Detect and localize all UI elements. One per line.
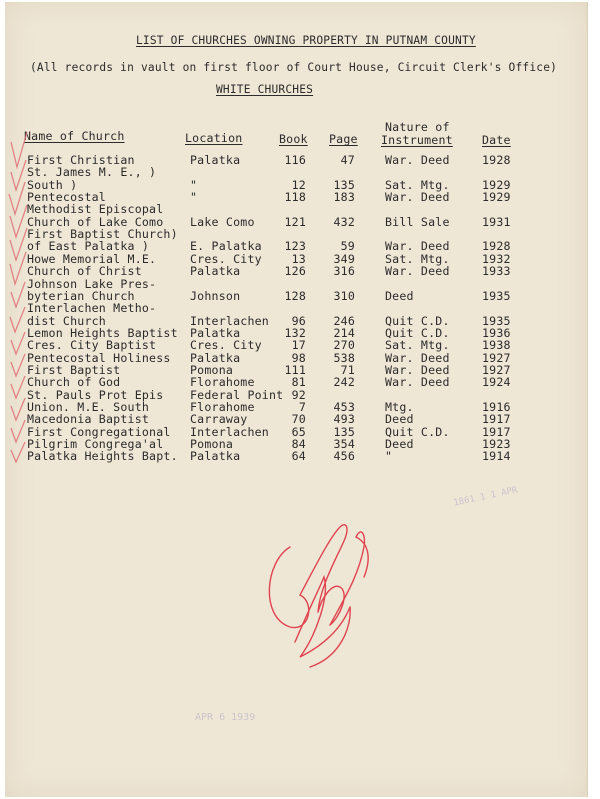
cell-name: of East Palatka ): [27, 239, 150, 254]
cell-instrument: Deed: [385, 437, 414, 452]
cell-name: Macedonia Baptist: [27, 412, 150, 427]
header-location: Location: [185, 131, 243, 145]
cell-location: Pomona: [190, 437, 234, 452]
cell-book: 7: [298, 400, 306, 414]
cell-date: 1914: [482, 449, 511, 464]
cell-instrument: Sat. Mtg.: [385, 338, 450, 353]
cell-page: 453: [333, 400, 355, 414]
table-row: [5, 426, 600, 438]
cell-book: 81: [291, 375, 306, 390]
table-row: [5, 253, 600, 265]
cell-book: 96: [291, 313, 306, 328]
cell-date: 1931: [482, 214, 511, 229]
cell-date: 1928: [482, 239, 511, 254]
cell-date: 1927: [482, 350, 511, 365]
cell-instrument: War. Deed: [385, 375, 450, 390]
cell-page: 432: [333, 214, 355, 229]
cell-name: St. Pauls Prot Epis: [27, 387, 164, 402]
cell-book: 70: [291, 412, 306, 427]
cell-date: 1938: [482, 338, 511, 353]
cell-instrument: ": [385, 449, 393, 464]
cell-date: 1927: [482, 362, 511, 377]
cell-page: 183: [333, 190, 355, 205]
table-row: [5, 389, 600, 401]
header-instrument-line2: Instrument: [381, 133, 453, 147]
header-name: Name of Church: [24, 129, 125, 143]
cell-name: South ): [27, 177, 78, 192]
cell-instrument: War. Deed: [385, 264, 450, 279]
section-heading: WHITE CHURCHES: [216, 83, 314, 96]
cell-instrument: Quit C.D.: [385, 325, 450, 340]
header-book: Book: [279, 132, 308, 146]
cell-location: ": [190, 177, 198, 192]
cell-location: Palatka: [190, 153, 241, 167]
cell-name: Howe Memorial M.E.: [27, 251, 157, 266]
cell-location: Pomona: [190, 362, 234, 377]
cell-book: 13: [291, 251, 306, 266]
cell-page: 59: [340, 239, 355, 254]
cell-name: First Baptist Church): [27, 227, 178, 242]
cell-book: 121: [284, 214, 306, 229]
cell-name: Palatka Heights Bapt.: [27, 449, 178, 464]
cell-page: 135: [333, 177, 355, 192]
cell-book: 132: [284, 325, 306, 340]
cell-location: Interlachen: [190, 313, 269, 328]
table-row: [5, 203, 600, 215]
cell-name: First Congregational: [27, 424, 171, 439]
cell-date: 1935: [482, 313, 511, 328]
table-row: [5, 401, 600, 413]
cell-page: 246: [333, 313, 355, 328]
table-row: [5, 265, 600, 277]
cell-page: 135: [333, 424, 355, 439]
cell-page: 316: [333, 264, 355, 279]
table-row: [5, 364, 600, 376]
cell-name: Church of Lake Como: [27, 214, 164, 229]
cell-name: Pilgrim Congrega'al: [27, 437, 164, 452]
cell-book: 84: [291, 437, 306, 452]
cell-instrument: Sat. Mtg.: [385, 251, 450, 266]
cell-instrument: War. Deed: [385, 190, 450, 205]
table-row: [5, 166, 600, 178]
cell-date: 1923: [482, 437, 511, 452]
cell-page: 214: [333, 325, 355, 340]
cell-location: Florahome: [190, 375, 255, 390]
table-row: [5, 376, 600, 388]
paper-sheet: [5, 2, 588, 797]
table-row: [5, 315, 600, 327]
cell-page: 242: [333, 375, 355, 390]
cell-instrument: War. Deed: [385, 153, 450, 167]
cell-page: 270: [333, 338, 355, 353]
cell-name: St. James M. E., ): [27, 165, 157, 180]
header-date: Date: [482, 133, 511, 147]
cell-instrument: Deed: [385, 412, 414, 427]
cell-book: 123: [284, 239, 306, 254]
table-row: [5, 278, 600, 290]
cell-instrument: Bill Sale: [385, 214, 450, 229]
cell-location: Carraway: [190, 412, 248, 427]
cell-book: 118: [284, 190, 306, 205]
cell-location: Palatka: [190, 449, 241, 464]
cell-book: 126: [284, 264, 306, 279]
cell-location: Cres. City: [190, 338, 262, 353]
cell-name: Methodist Episcopal: [27, 202, 164, 217]
cell-book: 116: [284, 153, 306, 167]
cell-location: Lake Como: [190, 214, 255, 229]
table-row: [5, 290, 600, 302]
cell-date: 1936: [482, 325, 511, 340]
cell-date: 1935: [482, 288, 511, 303]
cell-location: E. Palatka: [190, 239, 262, 254]
cell-book: 98: [291, 350, 306, 365]
cell-location: Palatka: [190, 264, 241, 279]
cell-instrument: Deed: [385, 288, 414, 303]
cell-location: Federal Point: [190, 387, 284, 402]
cell-date: 1917: [482, 424, 511, 439]
table-row: [5, 302, 600, 314]
header-instrument-line1: Nature of: [385, 120, 450, 134]
table-row: [5, 179, 600, 191]
cell-location: Johnson: [190, 288, 241, 303]
cell-page: 493: [333, 412, 355, 427]
table-row: [5, 191, 600, 203]
cell-page: 456: [333, 449, 355, 464]
cell-instrument: War. Deed: [385, 350, 450, 365]
cell-name: dist Church: [27, 313, 106, 328]
cell-location: Palatka: [190, 350, 241, 365]
cell-location: Cres. City: [190, 251, 262, 266]
cell-location: Interlachen: [190, 424, 269, 439]
cell-name: Cres. City Baptist: [27, 338, 157, 353]
table-row: [5, 154, 600, 166]
cell-name: Interlachen Metho-: [27, 301, 157, 316]
cell-instrument: Mtg.: [385, 400, 414, 414]
cell-page: 310: [333, 288, 355, 303]
cell-name: Johnson Lake Pres-: [27, 276, 157, 291]
cell-page: 71: [340, 362, 355, 377]
cell-page: 47: [340, 153, 355, 167]
cell-book: 64: [291, 449, 306, 464]
table-row: [5, 413, 600, 425]
cell-name: byterian Church: [27, 288, 135, 303]
cell-instrument: Quit C.D.: [385, 424, 450, 439]
apr-stamp: APR 6 1939: [195, 712, 256, 723]
cell-location: Florahome: [190, 400, 255, 414]
cell-name: Pentecostal: [27, 190, 106, 205]
cell-location: ": [190, 190, 198, 205]
table-row: [5, 352, 600, 364]
document-title: LIST OF CHURCHES OWNING PROPERTY IN PUTNAM COUNTY: [136, 34, 476, 47]
cell-book: 92: [291, 387, 306, 402]
cell-name: Lemon Heights Baptist: [27, 325, 178, 340]
cell-page: 349: [333, 251, 355, 266]
cell-date: 1924: [482, 375, 511, 390]
cell-name: First Baptist: [27, 362, 121, 377]
handwritten-signature: [260, 507, 380, 672]
cell-book: 65: [291, 424, 306, 439]
table-row: [5, 216, 600, 228]
cell-instrument: War. Deed: [385, 239, 450, 254]
check-marks: [5, 2, 65, 472]
table-row: [5, 327, 600, 339]
cell-date: 1928: [482, 153, 511, 167]
header-page: Page: [329, 132, 358, 146]
cell-name: Church of Christ: [27, 264, 142, 279]
cell-name: First Christian: [27, 153, 135, 167]
table-row: [5, 339, 600, 351]
table-row: [5, 228, 600, 240]
cell-name: Pentecostal Holiness: [27, 350, 171, 365]
cell-book: 17: [291, 338, 306, 353]
cell-date: 1929: [482, 177, 511, 192]
cell-date: 1933: [482, 264, 511, 279]
cell-date: 1917: [482, 412, 511, 427]
cell-book: 111: [284, 362, 306, 377]
received-stamp: 1861 1 1 APR: [452, 485, 519, 509]
table-row: [5, 240, 600, 252]
cell-location: Palatka: [190, 325, 241, 340]
cell-name: Church of God: [27, 375, 121, 390]
document-subtitle: (All records in vault on first floor of Court House, Circuit Clerk's Office): [30, 61, 558, 74]
cell-book: 128: [284, 288, 306, 303]
cell-book: 12: [291, 177, 306, 192]
cell-date: 1929: [482, 190, 511, 205]
cell-date: 1932: [482, 251, 511, 266]
table-row: [5, 438, 600, 450]
cell-date: 1916: [482, 400, 511, 414]
cell-instrument: Sat. Mtg.: [385, 177, 450, 192]
cell-name: Union. M.E. South: [27, 400, 150, 414]
cell-instrument: Quit C.D.: [385, 313, 450, 328]
cell-instrument: War. Deed: [385, 362, 450, 377]
cell-page: 538: [333, 350, 355, 365]
table-row: [5, 450, 600, 462]
cell-page: 354: [333, 437, 355, 452]
